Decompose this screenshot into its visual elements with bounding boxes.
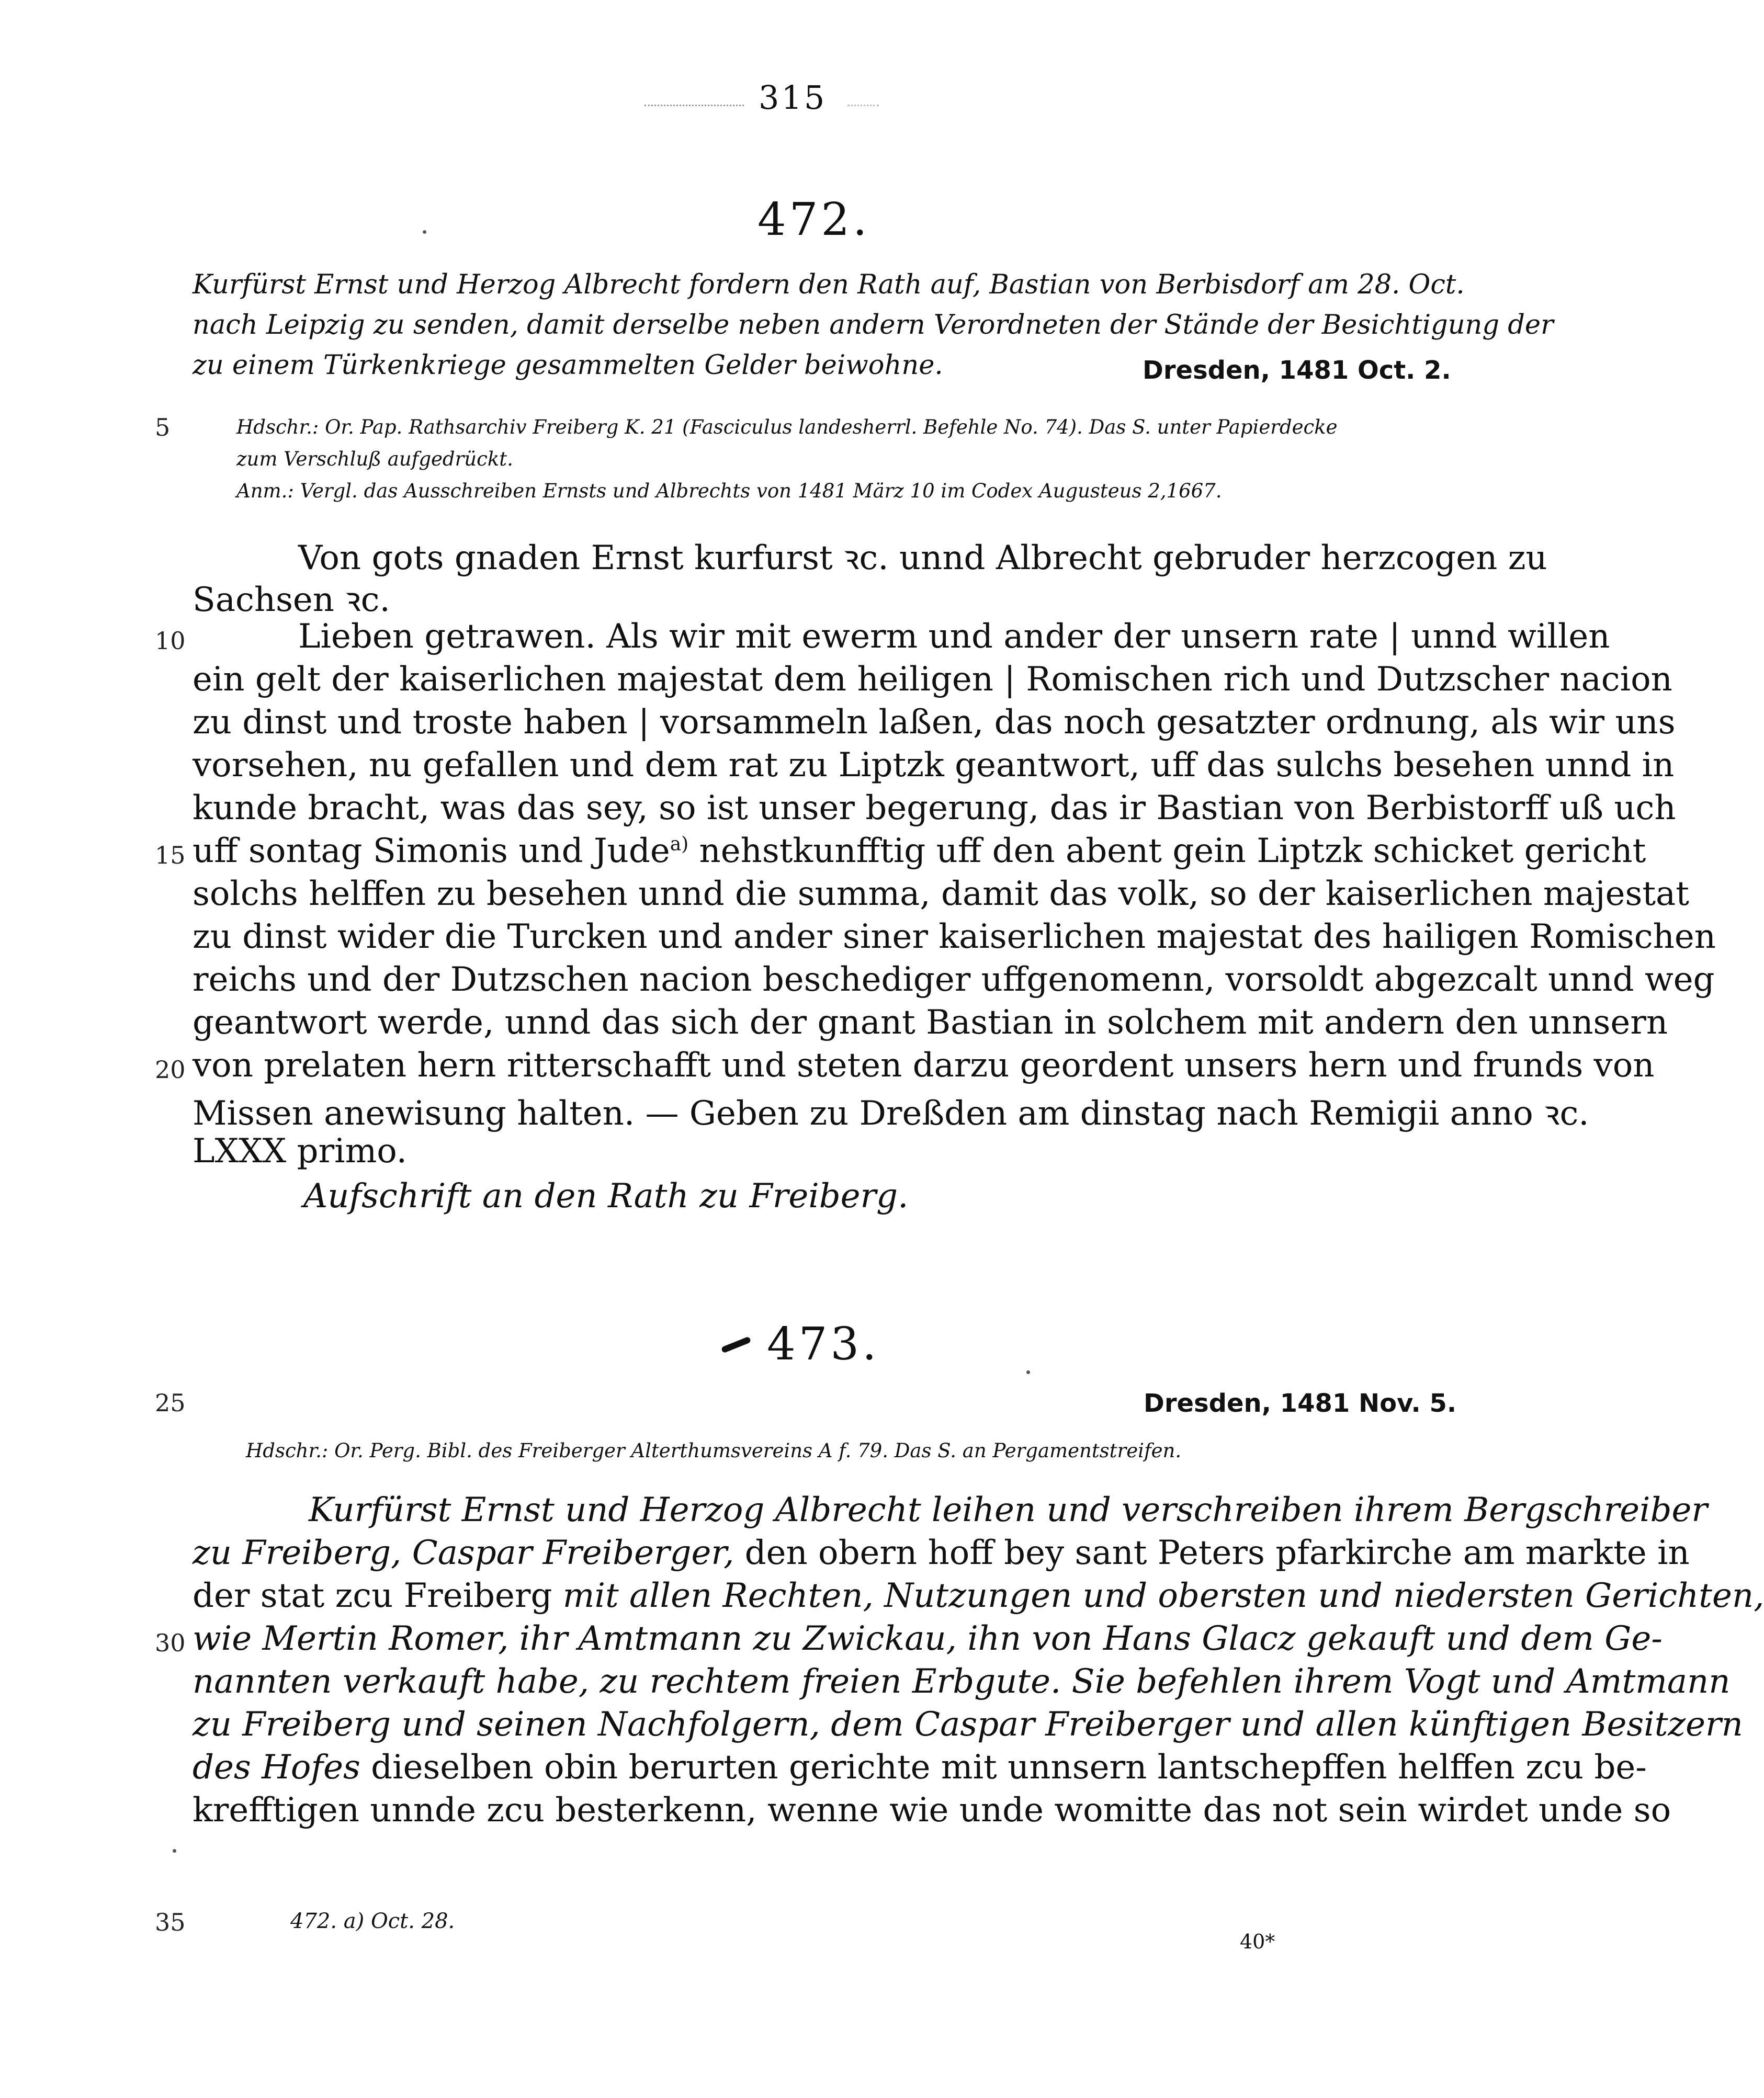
- annotation-note: Anm.: Vergl. das Ausschreiben Ernsts und Albrechts von 1481 März 10 im Codex Augusteus 2,1667.: [236, 480, 1222, 502]
- summary-line: nach Leipzig zu senden, damit derselbe neben andern Verordneten der Stände der Besichtigung der: [193, 310, 1554, 341]
- summary-line: zu einem Türkenkriege gesammelten Gelder beiwohne.: [193, 350, 943, 381]
- header-rule-right: [847, 105, 879, 106]
- body-line: vorsehen, nu gefallen und dem rat zu Liptzk geantwort, uff das sulchs besehen unnd in: [193, 746, 1675, 785]
- address-note: Aufschrift an den Rath zu Freiberg.: [303, 1177, 909, 1216]
- pen-mark: [721, 1336, 751, 1354]
- body-line: krefftigen unnde zcu besterkenn, wenne wie unde womitte das not sein wirdet unde so: [193, 1791, 1671, 1830]
- line-number: 30: [155, 1629, 186, 1657]
- print-speck: [423, 230, 426, 234]
- dateline-473: Dresden, 1481 Nov. 5.: [1144, 1389, 1457, 1418]
- source-note: Hdschr.: Or. Pap. Rathsarchiv Freiberg K. 21 (Fasciculus landesherrl. Befehle No. 74). Das S. unter Papierdecke: [236, 416, 1338, 438]
- body-text-italic: des Hofes: [193, 1748, 360, 1787]
- dateline-472: Dresden, 1481 Oct. 2.: [1143, 356, 1451, 385]
- body-line: [193, 832, 1646, 870]
- body-line: [193, 1577, 1764, 1615]
- body-line: wie Mertin Romer, ihr Amtmann zu Zwickau, ihn von Hans Glacz gekauft und dem Ge-: [193, 1619, 1663, 1658]
- source-note: zum Verschluß aufgedrückt.: [236, 448, 513, 470]
- body-line: nannten verkauft habe, zu rechtem freien Erbgute. Sie befehlen ihrem Vogt und Amtmann: [193, 1662, 1731, 1701]
- line-number: 20: [155, 1056, 186, 1084]
- body-text: der stat zcu Freiberg: [193, 1577, 563, 1615]
- body-line: zu dinst und troste haben | vorsammeln laßen, das noch gesatzter ordnung, als wir uns: [193, 703, 1676, 742]
- line-number: 25: [155, 1389, 186, 1417]
- print-speck: [173, 1849, 176, 1853]
- print-speck: [1026, 1370, 1030, 1374]
- body-text-italic: mit allen Rechten, Nutzungen und obersten und niedersten Gerichten,: [562, 1577, 1764, 1615]
- body-line: kunde bracht, was das sey, so ist unser begerung, das ir Bastian von Berbistorff uß uch: [193, 789, 1676, 827]
- body-text: nehstkunfftig uff den abent gein Liptzk schicket gericht: [688, 832, 1646, 870]
- body-line: [193, 1748, 1647, 1787]
- line-number: 10: [155, 627, 186, 655]
- page-number: 315: [759, 78, 827, 117]
- body-line: LXXX primo.: [193, 1132, 407, 1171]
- footnote: 472. a) Oct. 28.: [290, 1909, 455, 1933]
- body-line: Missen anewisung halten. — Geben zu Dreßden am dinstag nach Remigii anno ꝛc.: [193, 1094, 1589, 1133]
- body-line: Kurfürst Ernst und Herzog Albrecht leihen und verschreiben ihrem Bergschreiber: [309, 1491, 1708, 1529]
- source-note: Hdschr.: Or. Perg. Bibl. des Freiberger Alterthumsvereins A f. 79. Das S. an Pergamentstreifen.: [246, 1439, 1182, 1462]
- body-line: Lieben getrawen. Als wir mit ewerm und ander der unsern rate | unnd willen: [298, 617, 1610, 656]
- body-text-italic: zu Freiberg, Caspar Freiberger,: [193, 1534, 734, 1572]
- body-text: den obern hoff bey sant Peters pfarkirche am markte in: [734, 1534, 1690, 1572]
- footnote-marker: a): [670, 833, 689, 855]
- line-number: 35: [155, 1908, 186, 1936]
- body-line: von prelaten hern ritterschafft und steten darzu geordent unsers hern und frunds von: [193, 1046, 1655, 1085]
- body-text: uff sontag Simonis und Jude: [193, 832, 670, 870]
- body-line: geantwort werde, unnd das sich der gnant Bastian in solchem mit andern den unnsern: [193, 1003, 1668, 1042]
- body-line: zu dinst wider die Turcken und ander siner kaiserlichen majestat des hailigen Romischen: [193, 917, 1716, 956]
- line-number: 15: [155, 841, 186, 869]
- body-line: ein gelt der kaiserlichen majestat dem heiligen | Romischen rich und Dutzscher nacion: [193, 660, 1672, 699]
- body-text: dieselben obin berurten gerichte mit unnsern lantschepffen helffen zcu be-: [360, 1748, 1647, 1787]
- body-line: reichs und der Dutzschen nacion beschediger uffgenomenn, vorsoldt abgezcalt unnd weg: [193, 960, 1715, 999]
- body-line: zu Freiberg und seinen Nachfolgern, dem Caspar Freiberger und allen künftigen Besitzern: [193, 1705, 1743, 1744]
- document-number-473: 473.: [767, 1318, 880, 1370]
- header-rule-left: [644, 105, 744, 106]
- signature-mark: 40*: [1240, 1930, 1275, 1953]
- summary-line: Kurfürst Ernst und Herzog Albrecht fordern den Rath auf, Bastian von Berbisdorf am 28. Oct.: [193, 269, 1465, 300]
- body-line: [193, 1534, 1690, 1572]
- body-line: solchs helffen zu besehen unnd die summa, damit das volk, so der kaiserlichen majestat: [193, 875, 1689, 913]
- body-line: Von gots gnaden Ernst kurfurst ꝛc. unnd Albrecht gebruder herzcogen zu: [298, 539, 1547, 577]
- document-number-472: 472.: [757, 194, 870, 246]
- line-number: 5: [155, 413, 171, 441]
- body-line: Sachsen ꝛc.: [193, 581, 390, 619]
